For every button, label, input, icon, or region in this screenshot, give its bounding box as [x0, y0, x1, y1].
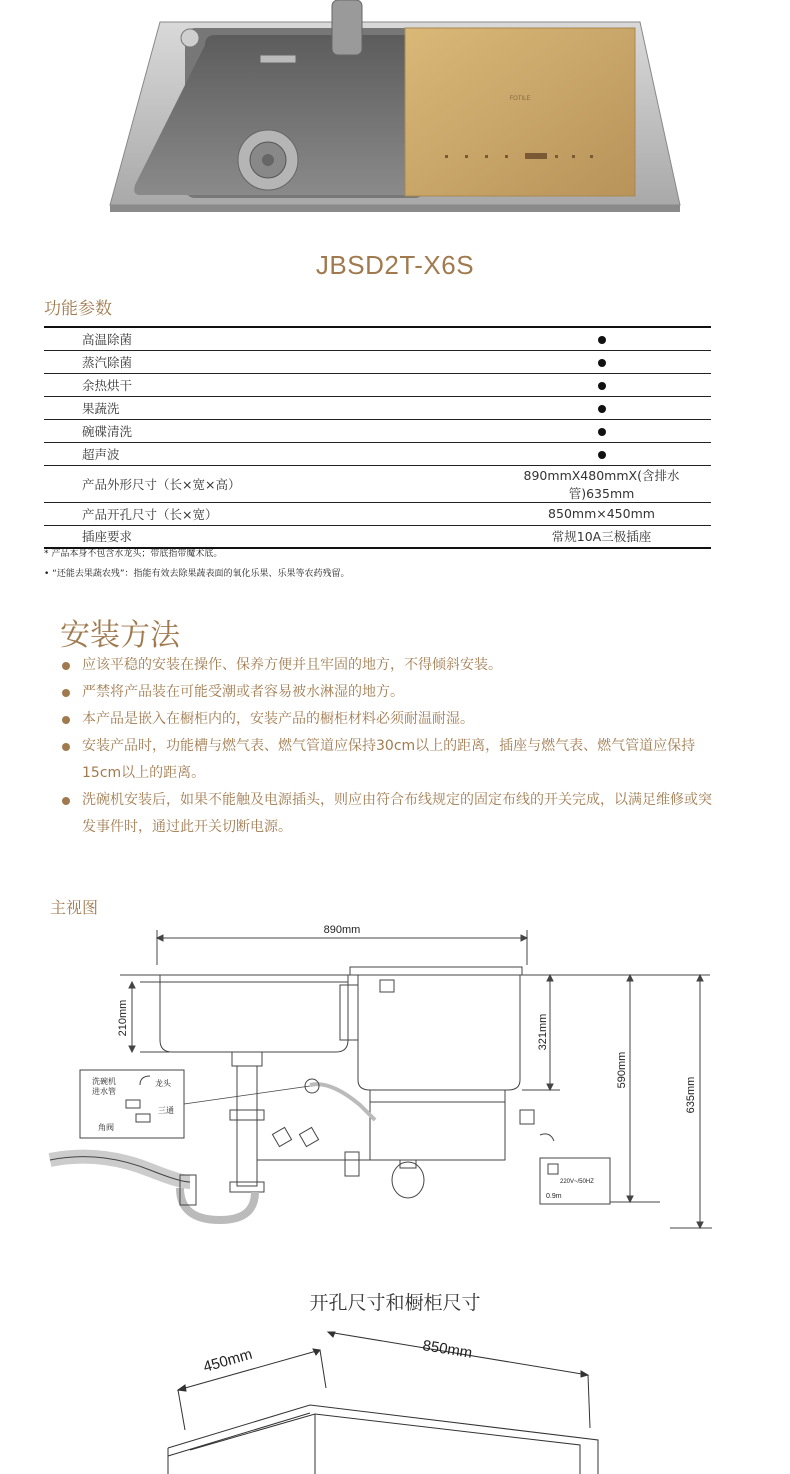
install-list	[60, 652, 720, 841]
spec-value: 890mmX480mmX(含排水管)635mm	[372, 465, 711, 502]
feature-dot-icon	[598, 336, 606, 344]
spec-heading: 功能参数	[44, 299, 112, 319]
spec-row	[44, 327, 711, 350]
spec-row	[44, 465, 711, 502]
dim-450: 450mm	[201, 1345, 255, 1376]
front-view-diagram	[40, 920, 760, 1240]
install-item-text: 安装产品时，功能槽与燃气表、燃气管道应保持30cm以上的距离，插座与燃气表、燃气管道应保持15cm以上的距离。	[82, 738, 696, 781]
label-inlet-line1: 洗碗机	[92, 1077, 116, 1086]
install-item	[60, 733, 720, 787]
dim-590: 590mm	[616, 1051, 628, 1089]
bullet-icon	[62, 716, 70, 724]
spec-row	[44, 396, 711, 419]
spec-name: 超声波	[44, 442, 372, 465]
dim-210: 210mm	[117, 999, 129, 1037]
feature-dot-icon	[598, 428, 606, 436]
label-power: 220V~/50HZ	[560, 1179, 594, 1185]
spec-table	[44, 326, 711, 549]
spec-row	[44, 350, 711, 373]
spec-value: 850mm×450mm	[372, 502, 711, 525]
spec-row	[44, 419, 711, 442]
install-item-text: 应该平稳的安装在操作、保养方便并且牢固的地方，不得倾斜安装。	[82, 657, 502, 673]
install-item-text: 严禁将产品装在可能受潮或者容易被水淋湿的地方。	[82, 684, 404, 700]
spec-value	[372, 373, 711, 396]
spec-name: 果蔬洗	[44, 396, 372, 419]
label-tee: 三通	[158, 1106, 174, 1115]
install-item	[60, 652, 720, 679]
spec-value	[372, 396, 711, 419]
label-cable: 0.9m	[546, 1193, 562, 1200]
bullet-icon	[62, 743, 70, 751]
dim-635: 635mm	[685, 1076, 697, 1114]
install-item	[60, 706, 720, 733]
label-valve: 角阀	[98, 1123, 114, 1132]
spec-name: 产品开孔尺寸（长×宽）	[44, 502, 372, 525]
product-photo	[100, 0, 690, 218]
spec-name: 蒸汽除菌	[44, 350, 372, 373]
spec-value	[372, 327, 711, 350]
spec-row	[44, 373, 711, 396]
cutout-heading: 开孔尺寸和橱柜尺寸	[309, 1292, 481, 1314]
cutout-diagram	[160, 1320, 630, 1474]
spec-note-2: • “还能去果蔬农残”：指能有效去除果蔬表面的氧化乐果、乐果等农药残留。	[44, 569, 350, 579]
install-item-text: 本产品是嵌入在橱柜内的，安装产品的橱柜材料必须耐温耐湿。	[82, 711, 474, 727]
spec-name: 产品外形尺寸（长×宽×高）	[44, 465, 372, 502]
spec-row	[44, 525, 711, 548]
spec-row	[44, 502, 711, 525]
spec-value	[372, 442, 711, 465]
spec-row	[44, 442, 711, 465]
spec-value: 常规10A三极插座	[372, 525, 711, 548]
label-inlet-line2: 进水管	[92, 1087, 116, 1096]
feature-dot-icon	[598, 382, 606, 390]
feature-dot-icon	[598, 359, 606, 367]
front-view-heading: 主视图	[50, 898, 99, 917]
dim-850: 850mm	[421, 1337, 474, 1362]
feature-dot-icon	[598, 405, 606, 413]
svg-text:FOTILE: FOTILE	[509, 96, 531, 102]
bullet-icon	[62, 662, 70, 670]
install-item-text: 洗碗机安装后，如果不能触及电源插头，则应由符合布线规定的固定布线的开关完成，以满足维修或突发事件时，通过此开关切断电源。	[82, 792, 712, 835]
label-faucet: 龙头	[155, 1079, 171, 1088]
bullet-icon	[62, 797, 70, 805]
feature-dot-icon	[598, 451, 606, 459]
bullet-icon	[62, 689, 70, 697]
install-item	[60, 679, 720, 706]
install-item	[60, 787, 720, 841]
dim-890: 890mm	[323, 924, 361, 936]
spec-value	[372, 350, 711, 373]
spec-name: 余热烘干	[44, 373, 372, 396]
spec-name: 碗碟清洗	[44, 419, 372, 442]
dim-321: 321mm	[537, 1013, 549, 1051]
spec-note-1: * 产品本身不包含水龙头；带底指带魔术底。	[44, 549, 223, 559]
install-heading: 安装方法	[60, 618, 180, 653]
spec-name: 插座要求	[44, 525, 372, 548]
spec-name: 高温除菌	[44, 327, 372, 350]
spec-value	[372, 419, 711, 442]
model-title: JBSD2T-X6S	[315, 250, 475, 280]
